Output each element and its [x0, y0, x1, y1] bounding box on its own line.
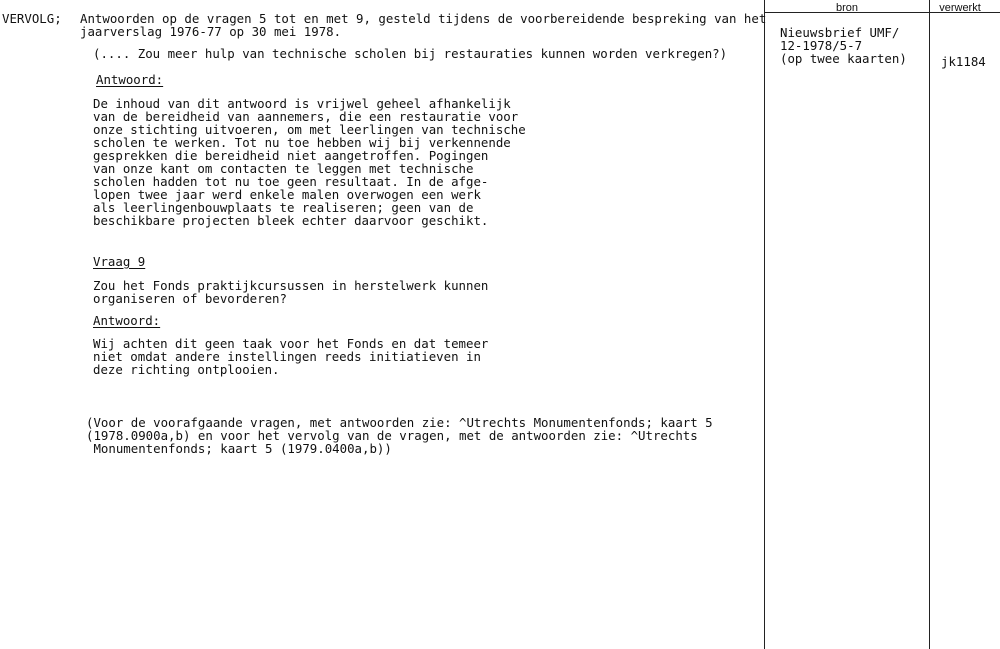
question-paragraph [93, 279, 488, 305]
question-line: (.... Zou meer hulp van technische scholen bij restauraties kunnen worden verkregen?) [93, 46, 728, 61]
paragraph-line: deze richting ontplooien. [93, 362, 280, 377]
paragraph-line: scholen te werken. Tot nu toe hebben wij bij verkennende [93, 135, 511, 150]
verwerkt-column-header: verwerkt [939, 2, 981, 14]
verwerkt-value: jk1184 [941, 54, 986, 69]
column-divider-middle [929, 0, 930, 649]
paragraph-line: beschikbare projecten bleek echter daarvoor geschikt. [93, 213, 489, 228]
paragraph-line: gesprekken die bereidheid niet aangetroffen. Pogingen [93, 148, 489, 163]
note-line: Monumentenfonds; kaart 5 (1979.0400a,b)) [86, 441, 392, 456]
paragraph-line: van onze kant om contacten te leggen met technische [93, 161, 474, 176]
bron-line: 12-1978/5-7 [780, 38, 863, 53]
column-divider-left [764, 0, 765, 649]
section-heading: Antwoord: [96, 72, 164, 87]
paragraph-line: van de bereidheid van aannemers, die een restauratie voor [93, 109, 519, 124]
paragraph-line: lopen twee jaar werd enkele malen overwogen een werk [93, 187, 481, 202]
paragraph-line: scholen hadden tot nu toe geen resultaat. In de afge- [93, 174, 489, 189]
continuation-label: VERVOLG; [2, 11, 62, 26]
reference-note [86, 416, 713, 455]
section-heading: Antwoord: [93, 313, 161, 328]
note-line: (Voor de voorafgaande vragen, met antwoorden zie: ^Utrechts Monumentenfonds; kaart 5 [86, 415, 713, 430]
paragraph-line: De inhoud van dit antwoord is vrijwel geheel afhankelijk [93, 96, 511, 111]
paragraph-line: onze stichting uitvoeren, om met leerlingen van technische [93, 122, 526, 137]
paragraph-line: niet omdat andere instellingen reeds initiatieven in [93, 349, 481, 364]
paragraph-line: organiseren of bevorderen? [93, 291, 287, 306]
answer-paragraph [93, 337, 488, 376]
header-line-1: Antwoorden op de vragen 5 tot en met 9, gesteld tijdens de voorbereidende bespreking van het [80, 11, 767, 26]
bron-line: Nieuwsbrief UMF/ [780, 25, 900, 40]
paragraph-line: als leerlingenbouwplaats te realiseren; geen van de [93, 200, 474, 215]
header-line-2: jaarverslag 1976-77 op 30 mei 1978. [80, 24, 342, 39]
answer-paragraph [93, 97, 526, 227]
bron-line: (op twee kaarten) [780, 51, 907, 66]
section-heading: Vraag 9 [93, 254, 146, 269]
bron-cell [780, 26, 907, 65]
note-line: (1978.0900a,b) en voor het vervolg van de vragen, met de antwoorden zie: ^Utrechts [86, 428, 698, 443]
paragraph-line: Wij achten dit geen taak voor het Fonds en dat temeer [93, 336, 489, 351]
paragraph-line: Zou het Fonds praktijkcursussen in herstelwerk kunnen [93, 278, 489, 293]
bron-column-header: bron [835, 2, 859, 14]
